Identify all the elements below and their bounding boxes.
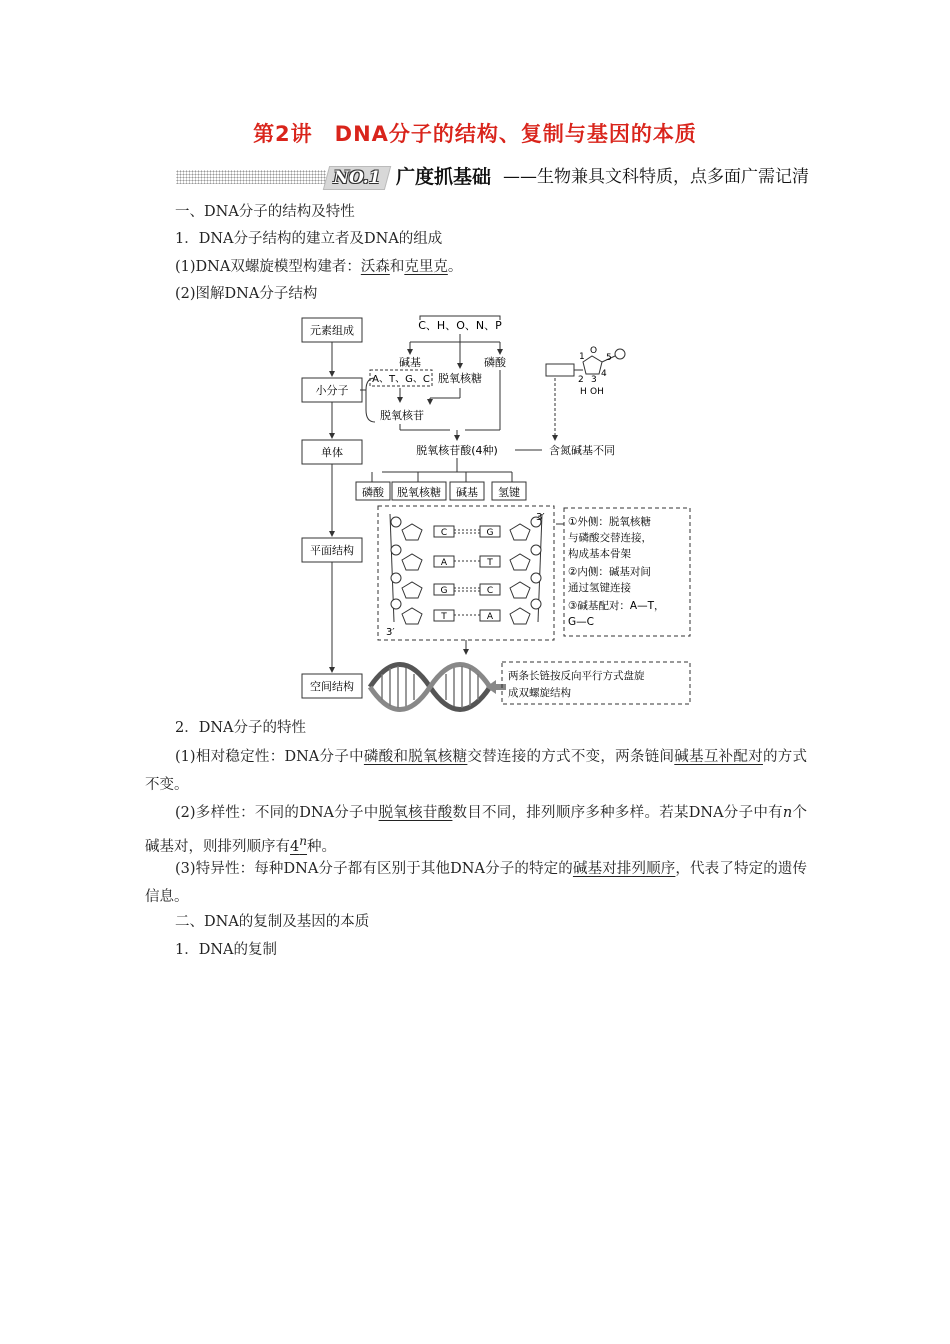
- nucleoside-label: 脱氧核苷: [380, 409, 424, 422]
- paragraph-specificity: [145, 855, 807, 911]
- base-g: G: [486, 528, 494, 538]
- paragraph-diversity: [145, 799, 807, 861]
- elements-text: C、H、O、N、P: [418, 319, 502, 332]
- answer: 碱基互补配对: [674, 749, 763, 765]
- text: 。: [447, 259, 463, 275]
- text: 交替连接的方式不变，两条链间: [467, 749, 675, 765]
- text: (1)DNA双螺旋模型构建者：: [175, 259, 361, 275]
- note-line-3: 构成基本骨架: [568, 548, 631, 560]
- text: (3)特异性：每种DNA分子都有区别于其他DNA分子的特定的: [175, 861, 573, 877]
- note-line-5: 通过氢键连接: [568, 582, 631, 594]
- component-base: 碱基: [456, 486, 478, 499]
- double-helix-image: [370, 665, 490, 710]
- difference-note: 含氮碱基不同: [549, 444, 615, 457]
- carbon-1: 1: [579, 352, 585, 362]
- component-h-bond: 氢键: [498, 486, 520, 499]
- hydroxyl-label: OH: [590, 387, 604, 397]
- note-line-4: ②内侧：碱基对间: [568, 566, 651, 578]
- text: 种。: [307, 838, 337, 855]
- section-2-heading: 2．DNA分子的特性: [175, 720, 307, 736]
- carbon-4: 4: [601, 369, 607, 379]
- carbon-5: 5: [606, 353, 612, 363]
- oxygen-label: O: [590, 346, 598, 356]
- level-small-molecules: 小分子: [315, 384, 349, 397]
- answer-watson: 沃森: [360, 259, 390, 275]
- text: 数目不同，排列顺序多种多样。若某DNA分子中有: [452, 805, 783, 821]
- end-3-bottom: 3′: [386, 627, 395, 638]
- section-1-item-1: 1．DNA分子结构的建立者及DNA的组成: [175, 231, 443, 247]
- level-monomer: 单体: [321, 446, 343, 459]
- component-sugar: 脱氧核糖: [397, 486, 441, 499]
- end-3-top: 3′: [536, 512, 545, 523]
- answer: 脱氧核苷酸: [378, 805, 453, 821]
- base-c: C: [440, 528, 448, 538]
- answer: [290, 834, 308, 855]
- text: 4: [290, 838, 300, 855]
- base-pair-rows: [402, 524, 530, 624]
- banner-sub: ——生物兼具文科特质，点多面广需记清: [503, 167, 809, 187]
- note-line-1: ①外侧：脱氧核糖: [568, 516, 651, 528]
- helix-note-2: 成双螺旋结构: [508, 687, 571, 699]
- banner-main: 广度抓基础: [396, 166, 492, 188]
- text: 的方式不变。: [145, 749, 808, 793]
- text: 个碱基对，则排列顺序有: [145, 805, 808, 855]
- section-3-heading: 二、DNA的复制及基因的本质: [175, 914, 370, 930]
- answer: 碱基对排列顺序: [572, 861, 676, 877]
- sugar-label: 脱氧核糖: [438, 372, 482, 385]
- base-a: A: [440, 558, 448, 568]
- dotted-bar: [176, 170, 326, 184]
- level-planar: 平面结构: [310, 544, 354, 557]
- exponent: n: [299, 834, 308, 848]
- section-1-heading: 一、DNA分子的结构及特性: [175, 204, 355, 220]
- note-line-6: ③碱基配对：A—T，: [568, 600, 665, 612]
- badge-text: NO.1: [333, 168, 381, 188]
- base-t: T: [487, 558, 493, 568]
- level-spatial: 空间结构: [310, 680, 354, 693]
- note-line-2: 与磷酸交替连接，: [568, 532, 652, 544]
- text: (1)相对稳定性：DNA分子中: [175, 749, 364, 765]
- base-types: A、T、G、C: [372, 374, 430, 385]
- component-phosphate: 磷酸: [362, 486, 384, 499]
- base-t: T: [441, 612, 447, 622]
- base-g: G: [440, 586, 448, 596]
- note-line-7: G—C: [568, 616, 594, 628]
- text: (2)多样性：不同的DNA分子中: [175, 805, 379, 821]
- page-title: 第2讲 DNA分子的结构、复制与基因的本质: [253, 122, 697, 146]
- answer: 磷酸和脱氧核糖: [363, 749, 468, 765]
- base-label: 碱基: [399, 356, 421, 369]
- carbon-3: 3: [591, 375, 597, 385]
- phosphate-label: 磷酸: [484, 356, 506, 369]
- level-elements: 元素组成: [310, 324, 354, 337]
- hydrogen-label: H: [580, 387, 587, 397]
- carbon-2: 2: [578, 375, 584, 385]
- variable-n: n: [782, 805, 793, 821]
- dna-structure-diagram: [290, 312, 700, 712]
- section-3-item-1: 1．DNA的复制: [175, 942, 278, 958]
- base-a: A: [486, 612, 494, 622]
- badge: [323, 166, 391, 190]
- nucleotide-label: 脱氧核苷酸(4种): [416, 444, 498, 457]
- text: ，代表了特定的遗传信息。: [145, 861, 808, 905]
- section-1-item-1-2: (2)图解DNA分子结构: [175, 286, 318, 302]
- answer-crick: 克里克: [404, 259, 448, 275]
- paragraph-stability: [145, 743, 807, 799]
- section-1-item-1-1: [175, 257, 462, 277]
- base-c: C: [486, 586, 494, 596]
- text: 和: [389, 259, 405, 275]
- section-banner: [176, 164, 826, 190]
- helix-note-1: 两条长链按反向平行方式盘旋: [508, 670, 645, 682]
